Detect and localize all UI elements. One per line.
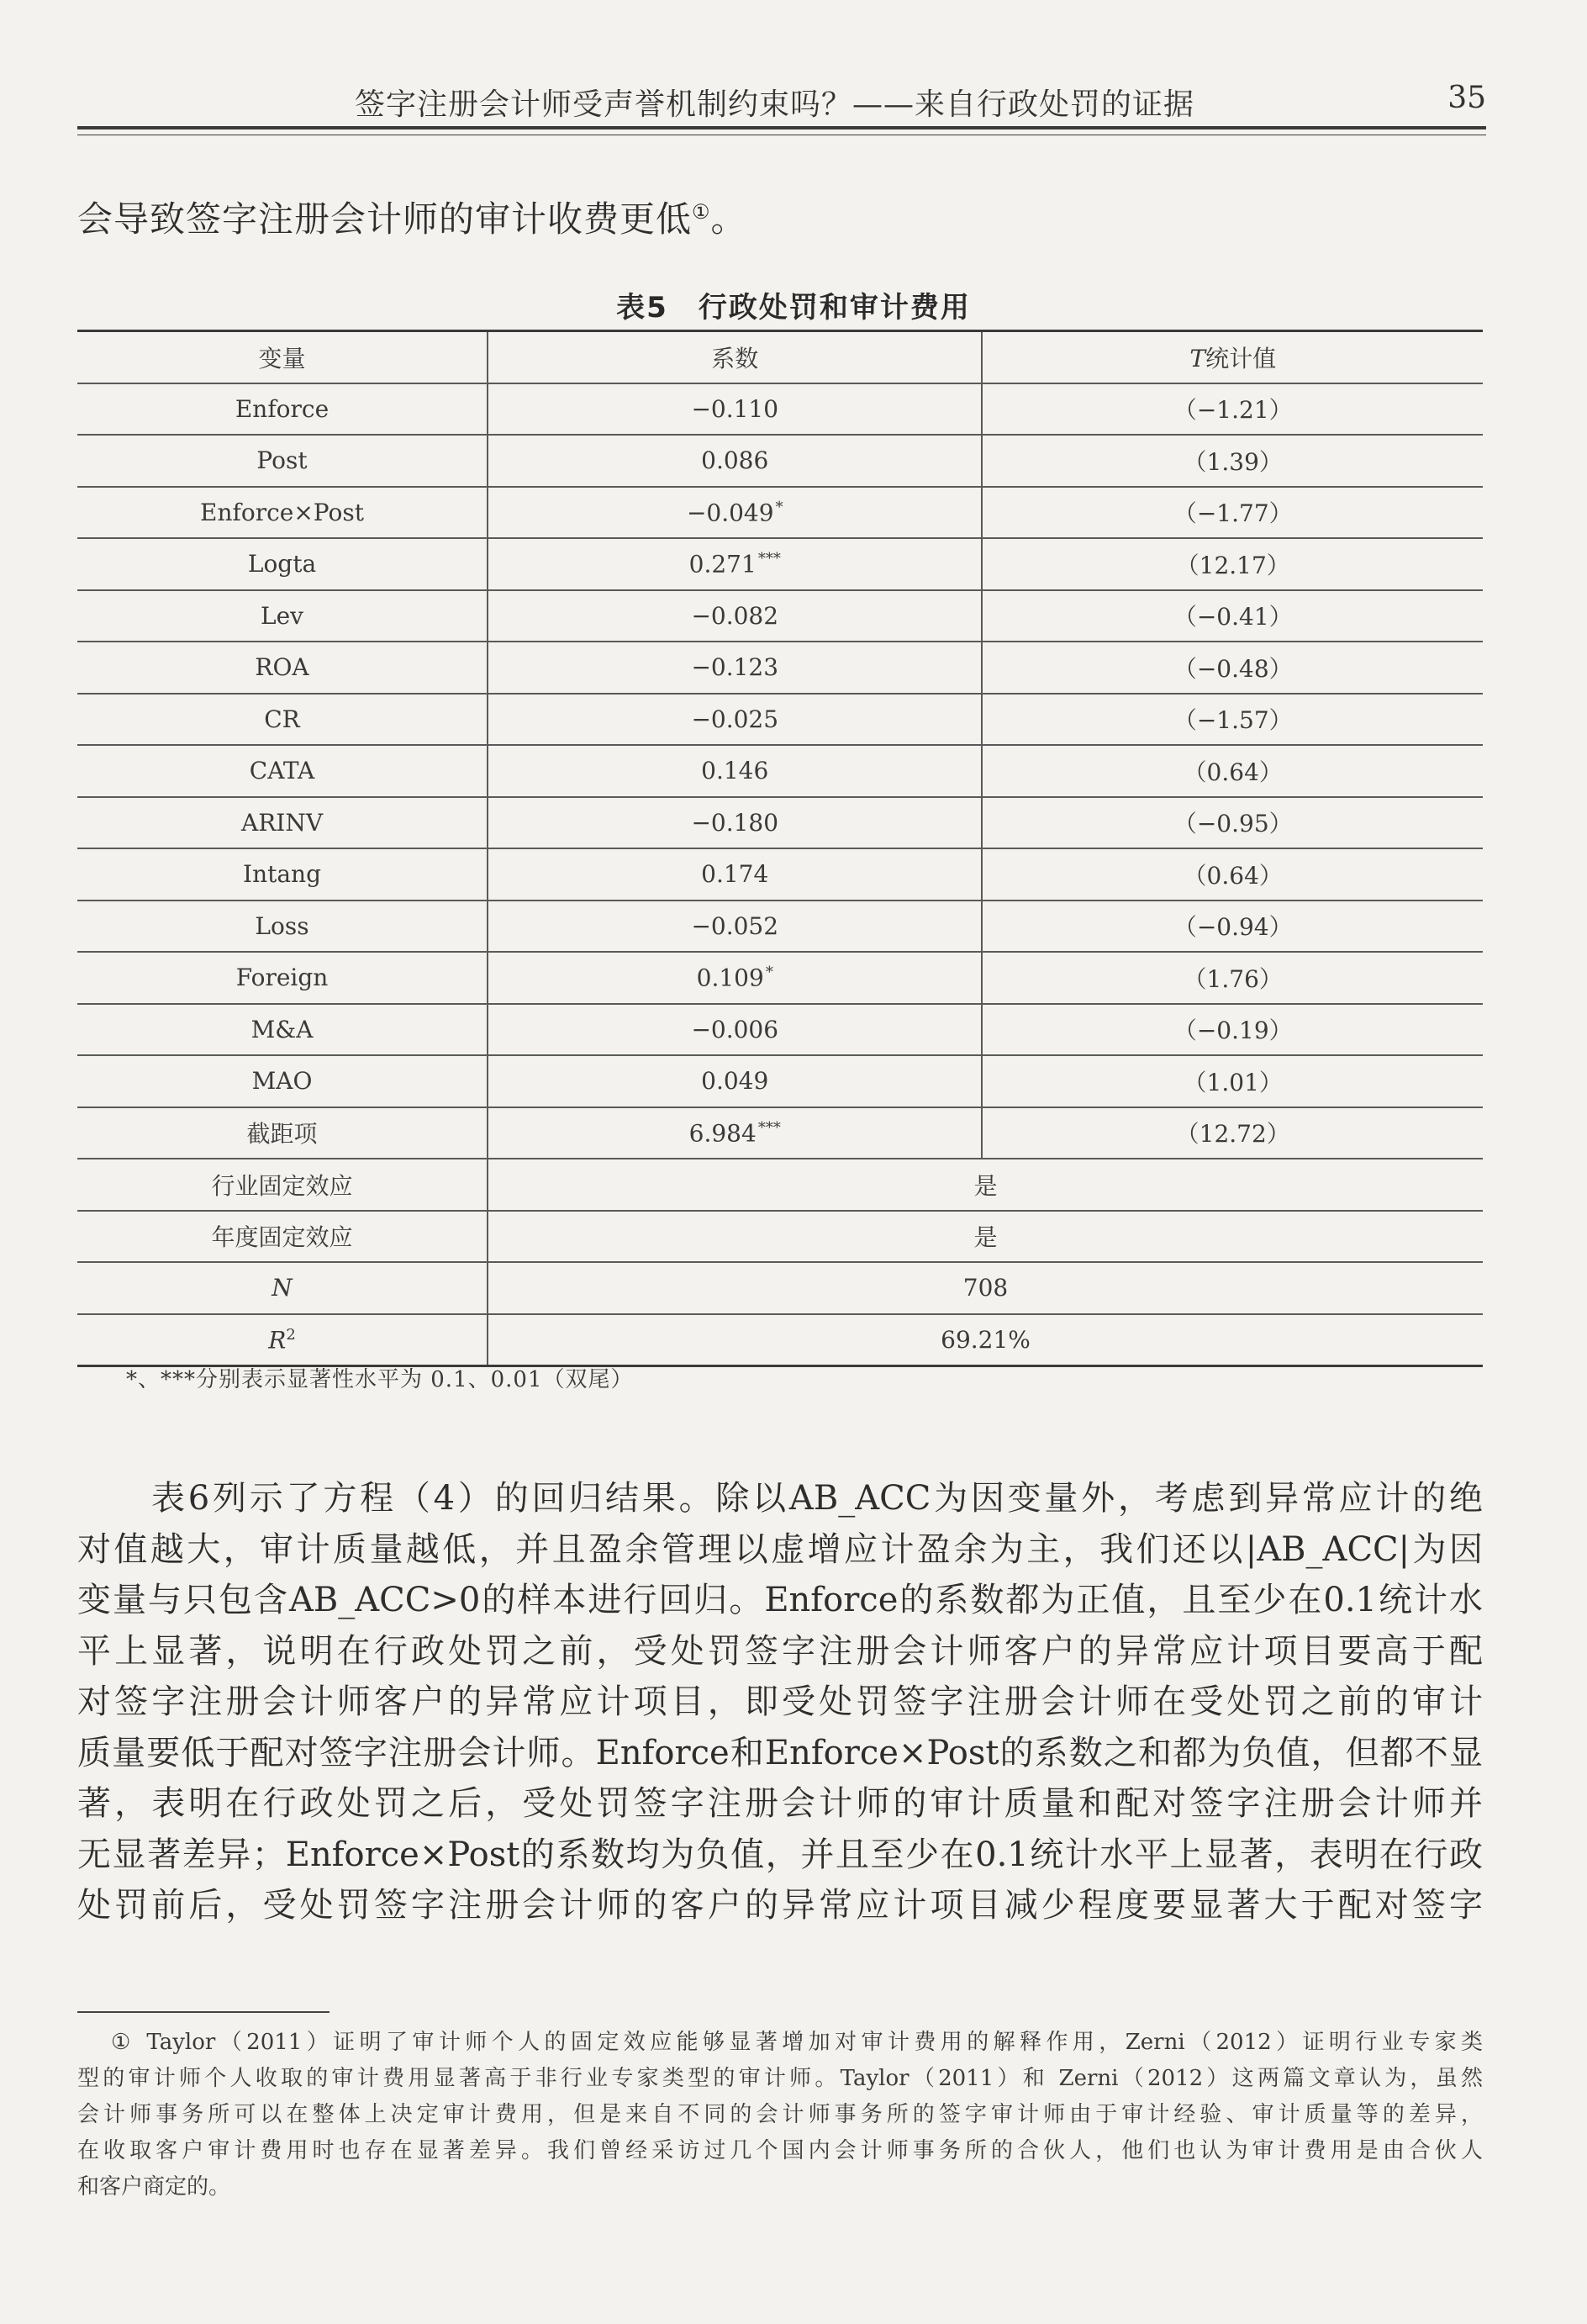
summary-value: 是 (488, 1211, 1483, 1263)
significance-stars: *** (757, 550, 781, 568)
running-header (77, 77, 1486, 128)
summary-row (77, 1262, 1483, 1314)
table-row (77, 1004, 1483, 1056)
cell-t-stat: （−1.77） (982, 487, 1483, 539)
footnote-line: ① Taylor（2011）证明了审计师个人的固定效应能够显著增加对审计费用的解释作用，Zerni（2012）证明行业专家类 (111, 2030, 1483, 2055)
coefficient-value: −0.082 (691, 601, 779, 630)
coefficient-value: −0.052 (691, 911, 779, 940)
table-caption: 表5 行政处罚和审计费用 (616, 291, 971, 325)
regression-table (77, 330, 1483, 1367)
cell-t-stat: （−1.57） (982, 694, 1483, 746)
cell-variable: Intang (77, 848, 488, 901)
table-row (77, 1107, 1483, 1159)
table-row (77, 642, 1483, 694)
body-line: 质量要低于配对签字注册会计师。Enforce和Enforce×Post的系数之和都为负值，但都不显 (77, 1733, 1483, 1772)
footnote-rule (77, 2011, 330, 2013)
cell-variable: M&A (77, 1004, 488, 1056)
table-row (77, 694, 1483, 746)
cell-coefficient (488, 1004, 982, 1056)
running-title: 签字注册会计师受声誉机制约束吗？——来自行政处罚的证据 (355, 87, 1195, 122)
summary-label-text: N (272, 1274, 293, 1302)
cell-t-stat: （12.17） (982, 538, 1483, 590)
table-row (77, 797, 1483, 849)
summary-value: 69.21% (488, 1314, 1483, 1366)
cell-t-stat: （1.39） (982, 435, 1483, 487)
cell-t-stat: （−0.48） (982, 642, 1483, 694)
table-row (77, 848, 1483, 901)
body-line: 对值越大，审计质量越低，并且盈余管理以虚增应计盈余为主，我们还以|AB_ACC|为因 (77, 1529, 1483, 1569)
coefficient-value: 6.984 (688, 1118, 757, 1147)
cell-t-stat: （−0.41） (982, 590, 1483, 642)
footnote-line: 和客户商定的。 (77, 2174, 231, 2200)
cell-variable: Foreign (77, 952, 488, 1004)
cell-t-stat: （0.64） (982, 745, 1483, 797)
body-line: 变量与只包含AB_ACC>0的样本进行回归。Enforce的系数都为正值，且至少在0.1统计水 (77, 1581, 1483, 1619)
summary-row (77, 1211, 1483, 1263)
cell-coefficient (488, 590, 982, 642)
cell-coefficient (488, 745, 982, 797)
cell-t-stat: （−0.94） (982, 901, 1483, 953)
body-line: 对签字注册会计师客户的异常应计项目，即受处罚签字注册会计师在受处罚之前的审计 (77, 1682, 1483, 1721)
cell-variable: Lev (77, 590, 488, 642)
header-coefficient: 系数 (488, 331, 982, 383)
cell-variable: CATA (77, 745, 488, 797)
table-row (77, 435, 1483, 487)
summary-value: 是 (488, 1159, 1483, 1211)
cell-coefficient (488, 538, 982, 590)
summary-row (77, 1159, 1483, 1211)
coefficient-value: 0.146 (701, 757, 769, 785)
cell-coefficient (488, 1055, 982, 1107)
coefficient-value: −0.110 (691, 394, 779, 423)
body-text (77, 1473, 1483, 1931)
cell-coefficient (488, 694, 982, 746)
cell-coefficient (488, 642, 982, 694)
cell-coefficient (488, 383, 982, 436)
cell-variable: Enforce (77, 383, 488, 436)
table-body (77, 331, 1483, 1366)
summary-label (77, 1262, 488, 1314)
coefficient-value: −0.049 (686, 498, 774, 526)
footnote-line: 在收取客户审计费用时也存在显著差异。我们曾经采访过几个国内会计师事务所的合伙人，他们也认为审计费用是由合伙人 (77, 2138, 1483, 2163)
summary-label-text: R (268, 1325, 287, 1354)
cell-variable: Loss (77, 901, 488, 953)
coefficient-value: −0.180 (691, 808, 779, 837)
body-line: 无显著差异；Enforce×Post的系数均为负值，并且至少在0.1统计水平上显著，表明在行政 (77, 1835, 1483, 1874)
cell-t-stat: （−1.21） (982, 383, 1483, 436)
cell-coefficient (488, 487, 982, 539)
table-note: *、***分别表示显著性水平为 0.1、0.01（双尾） (126, 1367, 634, 1392)
lead-text: 会导致签字注册会计师的审计收费更低 (77, 198, 693, 240)
summary-label (77, 1314, 488, 1366)
table-row (77, 1055, 1483, 1107)
table-row (77, 538, 1483, 590)
coefficient-value: −0.025 (691, 705, 779, 733)
table-row (77, 487, 1483, 539)
coefficient-value: 0.109 (696, 964, 764, 992)
table-row (77, 901, 1483, 953)
summary-row (77, 1314, 1483, 1366)
lead-sentence (77, 192, 747, 242)
cell-variable: ARINV (77, 797, 488, 849)
cell-variable: CR (77, 694, 488, 746)
significance-stars: *** (757, 1118, 781, 1137)
summary-label: 年度固定效应 (77, 1211, 488, 1263)
header-t-label: 统计值 (1205, 344, 1277, 372)
cell-t-stat: （−0.95） (982, 797, 1483, 849)
summary-label: 行业固定效应 (77, 1159, 488, 1211)
footnote-ref[interactable]: ① (692, 200, 711, 224)
coefficient-value: −0.123 (691, 653, 779, 682)
coefficient-value: −0.006 (691, 1015, 779, 1043)
body-line: 表6列示了方程（4）的回归结果。除以AB_ACC为因变量外，考虑到异常应计的绝 (151, 1479, 1483, 1518)
cell-variable: Post (77, 435, 488, 487)
table-row (77, 745, 1483, 797)
footnote (77, 2025, 1483, 2205)
cell-variable: Logta (77, 538, 488, 590)
cell-t-stat: （−0.19） (982, 1004, 1483, 1056)
header-t-stat (982, 331, 1483, 383)
table-row (77, 952, 1483, 1004)
cell-variable: Enforce×Post (77, 487, 488, 539)
coefficient-value: 0.086 (701, 446, 769, 475)
cell-coefficient (488, 797, 982, 849)
cell-coefficient (488, 848, 982, 901)
cell-t-stat: （1.01） (982, 1055, 1483, 1107)
cell-t-stat: （1.76） (982, 952, 1483, 1004)
coefficient-value: 0.049 (701, 1067, 769, 1096)
cell-t-stat: （0.64） (982, 848, 1483, 901)
cell-t-stat: （12.72） (982, 1107, 1483, 1159)
header-t-letter: T (1189, 344, 1206, 372)
body-line: 处罚前后，受处罚签字注册会计师的客户的异常应计项目减少程度要显著大于配对签字 (77, 1886, 1483, 1925)
superscript-two: 2 (286, 1325, 296, 1344)
header-rule-thick (77, 126, 1486, 129)
body-line: 著，表明在行政处罚之后，受处罚签字注册会计师的审计质量和配对签字注册会计师并 (77, 1784, 1483, 1823)
cell-coefficient (488, 435, 982, 487)
summary-value: 708 (488, 1262, 1483, 1314)
header-variable: 变量 (77, 331, 488, 383)
footnote-line: 会计师事务所可以在整体上决定审计费用，但是来自不同的会计师事务所的签字审计师由于审计经验、审计质量等的差异， (77, 2102, 1483, 2127)
table-row (77, 383, 1483, 436)
coefficient-value: 0.174 (701, 860, 769, 889)
lead-end-punct: 。 (710, 198, 747, 240)
cell-coefficient (488, 952, 982, 1004)
significance-stars: * (765, 964, 773, 982)
coefficient-value: 0.271 (688, 550, 757, 578)
table-row (77, 590, 1483, 642)
page-number: 35 (1447, 81, 1486, 115)
cell-coefficient (488, 901, 982, 953)
cell-variable: 截距项 (77, 1107, 488, 1159)
cell-variable: MAO (77, 1055, 488, 1107)
cell-coefficient (488, 1107, 982, 1159)
significance-stars: * (775, 498, 783, 516)
body-line: 平上显著，说明在行政处罚之前，受处罚签字注册会计师客户的异常应计项目要高于配 (77, 1631, 1483, 1671)
cell-variable: ROA (77, 642, 488, 694)
footnote-line: 型的审计师个人收取的审计费用显著高于非行业专家类型的审计师。Taylor（2011）和 Zerni（2012）这两篇文章认为，虽然 (77, 2066, 1483, 2091)
table-header-row (77, 331, 1483, 383)
